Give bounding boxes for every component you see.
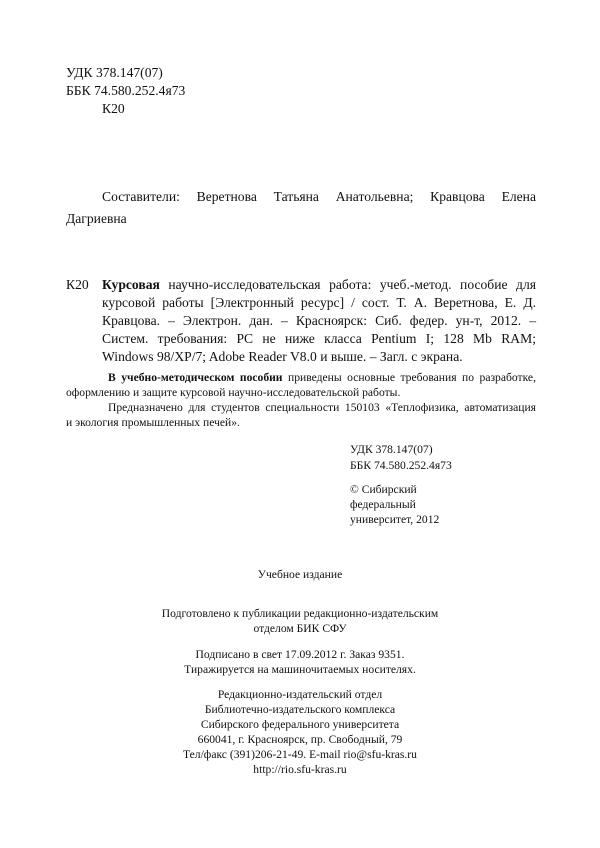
abstract-line-1 <box>108 370 536 385</box>
edition-type: Учебное издание <box>257 568 343 581</box>
header-bbk: ББК 74.580.252.4я73 <box>66 83 186 98</box>
publisher-line-2: Библиотечно-издательского комплекса <box>204 703 396 716</box>
prepared-line-1: Подготовлено к публикации редакционно-издательским <box>161 607 439 620</box>
compilers-line-2: Дагриевна <box>66 211 127 226</box>
abstract-line-1-rest: приведены основные требования по разработке, <box>287 371 536 384</box>
classification-bbk: ББК 74.580.252.4я73 <box>350 459 452 472</box>
header-udk: УДК 378.147(07) <box>66 65 163 80</box>
publisher-block <box>0 687 600 777</box>
prepared-line-2: отделом БИК СФУ <box>253 622 347 635</box>
abstract-bold: В учебно-методическом пособии <box>108 371 283 384</box>
publisher-line-5: Тел/факс (391)206-21-49. E-mail rio@sfu-kras.ru <box>183 748 417 761</box>
copyright-line-2: федеральный <box>350 498 416 511</box>
classification-udk: УДК 378.147(07) <box>350 443 433 456</box>
publisher-link[interactable]: http://rio.sfu-kras.ru <box>253 763 347 776</box>
compilers-line-1: Составители: Веретнова Татьяна Анатольевна; Кравцова Елена <box>102 189 536 204</box>
abstract-line-2: оформлению и защите курсовой научно-исследовательской работы. <box>66 386 401 399</box>
signed-line-1: Подписано в свет 17.09.2012 г. Заказ 9351. <box>195 648 405 661</box>
abstract-line-3: Предназначено для студентов специальности 150103 «Теплофизика, автоматизация <box>108 401 536 414</box>
publisher-line-1: Редакционно-издательский отдел <box>217 688 383 701</box>
citation-line-1-rest: научно-исследовательская работа: учеб.-метод. пособие для <box>168 277 536 292</box>
citation-line-3: Кравцова. – Электрон. дан. – Красноярск: Сиб. федер. ун-т, 2012. – <box>102 313 536 328</box>
publisher-line-3: Сибирского федерального университета <box>200 718 400 731</box>
abstract-line-4: и экология промышленных печей». <box>66 416 240 429</box>
citation-line-4: Систем. требования: PC не ниже класса Pentium I; 128 Mb RAM; <box>102 331 536 346</box>
signed-block <box>0 647 600 677</box>
edition-type-block <box>0 567 600 582</box>
prepared-block <box>0 606 600 636</box>
copyright-line-1: © Сибирский <box>350 483 417 496</box>
citation-line-2: курсовой работы [Электронный ресурс] / сост. Т. А. Веретнова, Е. Д. <box>102 295 536 310</box>
header-code: К20 <box>102 101 125 116</box>
citation-title: Курсовая <box>102 277 160 292</box>
signed-line-2: Тиражируется на машиночитаемых носителях. <box>184 663 416 676</box>
publisher-line-4: 660041, г. Красноярск, пр. Свободный, 79 <box>197 733 403 746</box>
citation-line-5: Windows 98/XP/7; Adobe Reader V8.0 и выше. – Загл. с экрана. <box>102 349 463 364</box>
citation-line-1 <box>102 276 536 294</box>
citation-code: К20 <box>66 277 89 292</box>
copyright-line-3: университет, 2012 <box>350 513 440 526</box>
